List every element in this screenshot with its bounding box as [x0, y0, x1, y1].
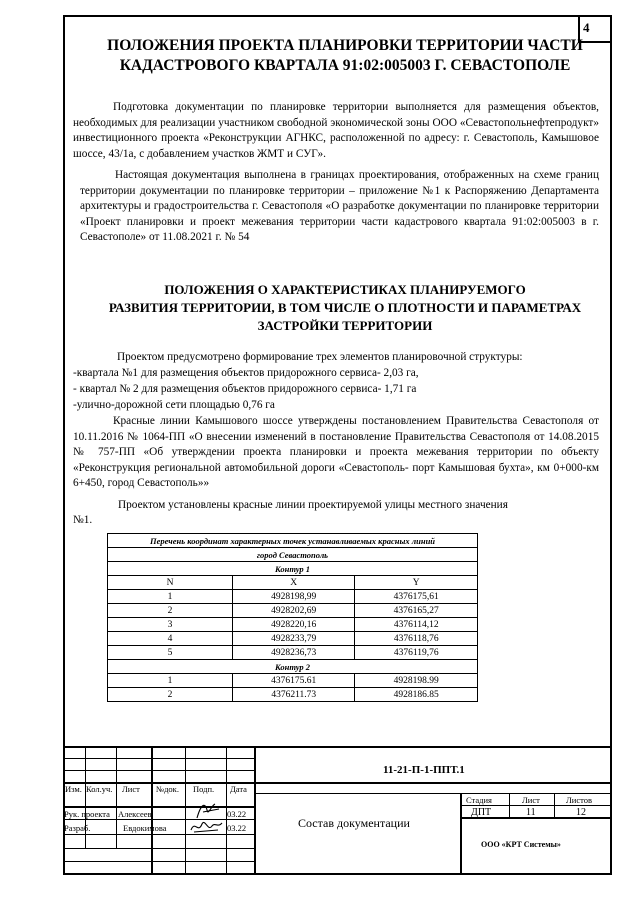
table-contour-1: Контур 1	[108, 562, 478, 576]
section-title-line2: РАЗВИТИЯ ТЕРРИТОРИИ, В ТОМ ЧИСЛЕ О ПЛОТНОСТИ И ПАРАМЕТРАХ	[108, 300, 582, 315]
cell-y: 4376114,12	[355, 618, 478, 632]
cell-n: 2	[108, 604, 233, 618]
title-block	[63, 746, 612, 875]
sheet-number: 4	[578, 15, 612, 43]
cell-y: 4376165,27	[355, 604, 478, 618]
sheets-value: 12	[576, 807, 586, 818]
cell-y: 4928186.85	[355, 688, 478, 702]
sheet-value: 11	[526, 807, 536, 818]
section-title-line3: ЗАСТРОЙКИ ТЕРРИТОРИИ	[257, 318, 433, 333]
cell-x: 4928220,16	[233, 618, 355, 632]
table-row	[108, 674, 478, 688]
document-code: 11-21-П-1-ППТ.1	[383, 764, 465, 776]
local-street-paragraph: Проектом установлены красные линии проектируемой улицы местного значения	[118, 499, 508, 511]
column-header-n: N	[108, 576, 233, 590]
name-developer: Евдокимова	[123, 823, 167, 833]
page-title-line2: КАДАСТРОВОГО КВАРТАЛА 91:02:005003 Г. СЕВАСТОПОЛЕ	[119, 57, 571, 74]
table-row	[108, 590, 478, 604]
date-developer: 03.22	[227, 823, 247, 833]
cell-x: 4376175.61	[233, 674, 355, 688]
header-list: Лист	[122, 784, 140, 794]
intro-paragraph-2: Настоящая документация выполнена в границах проектирования, отображенных на схеме границ территории документации по планировке территории – приложение №1 к Распоряжению Департамента архитектуры и градостроительства г. Севастополя «О разработке документации по планировке территории «Проект планировки и проект межевания территории части кадастрового квартала 91:02:005003 в г. Севастополе» от 11.08.2021 г. № 54	[80, 169, 599, 243]
table-row	[108, 604, 478, 618]
table-caption: Перечень координат характерных точек устанавливаемых красных линий	[108, 534, 478, 548]
column-header-y: Y	[355, 576, 478, 590]
body-lead: Проектом предусмотрено формирование трех элементов планировочной структуры:	[117, 351, 523, 363]
cell-y: 4928198.99	[355, 674, 478, 688]
role-project-lead: Рук. проекта	[64, 809, 110, 819]
header-stage: Стадия	[466, 795, 492, 805]
header-sheets: Листов	[566, 795, 592, 805]
cell-n: 3	[108, 618, 233, 632]
cell-x: 4928233,79	[233, 632, 355, 646]
cell-x: 4928198,99	[233, 590, 355, 604]
header-sheet: Лист	[522, 795, 540, 805]
stage-value: ДПТ	[471, 807, 492, 818]
role-developer: Разраб.	[64, 823, 91, 833]
table-contour-2: Контур 2	[108, 660, 478, 674]
table-row	[108, 646, 478, 660]
cell-x: 4376211.73	[233, 688, 355, 702]
cell-n: 5	[108, 646, 233, 660]
table-city: город Севастополь	[108, 548, 478, 562]
header-podp: Подп.	[193, 784, 215, 794]
header-ndok: №док.	[156, 784, 179, 794]
header-izm: Изм.	[65, 784, 82, 794]
section-title-line1: ПОЛОЖЕНИЯ О ХАРАКТЕРИСТИКАХ ПЛАНИРУЕМОГО	[164, 282, 526, 297]
table-row	[108, 688, 478, 702]
cell-x: 4928202,69	[233, 604, 355, 618]
header-kol-uch: Кол.уч.	[86, 784, 113, 794]
body-item-2: - квартал № 2 для размещения объектов придорожного сервиса- 1,71 га	[73, 383, 417, 395]
cell-y: 4376118,76	[355, 632, 478, 646]
signature-2-icon	[188, 818, 224, 836]
document-title: Состав документации	[298, 816, 410, 830]
cell-n: 1	[108, 590, 233, 604]
name-project-lead: Алексеев	[118, 809, 152, 819]
local-street-number: №1.	[73, 514, 93, 526]
red-lines-paragraph: Красные линии Камышового шоссе утверждены постановлением Правительства Севастополя от 10.11.2016 № 1064-ПП «О внесении изменений в постановление Правительства Севастополя от 14.08.2015 № 757-ПП «Об утверждении проекта планировки и проекта межевания территории по объекту «Реконструкция региональной автомобильной дороги «Севастополь- порт Камышовая бухта», км 0+000-км 6+450, город Севастополь»»	[73, 415, 599, 489]
cell-y: 4376119,76	[355, 646, 478, 660]
body-item-3: -улично-дорожной сети площадью 0,76 га	[73, 399, 275, 411]
column-header-x: X	[233, 576, 355, 590]
table-row	[108, 632, 478, 646]
body-item-1: -квартала №1 для размещения объектов придорожного сервиса- 2,03 га,	[73, 367, 419, 379]
cell-y: 4376175,61	[355, 590, 478, 604]
intro-paragraph-1: Подготовка документации по планировке территории выполняется для размещения объектов, необходимых для реализации участником свободной экономической зоны ООО «Севастопольнефтепродукт» инвестиционного проекта «Реконструкции АГНКС, расположенной по адресу: г. Севастополь, Камышовое шоссе, 43/1а, с добавлением участков ЖМТ и СУГ».	[73, 101, 599, 160]
cell-n: 4	[108, 632, 233, 646]
coordinates-table	[107, 533, 478, 702]
header-data: Дата	[230, 784, 247, 794]
organization-name: ООО «КРТ Системы»	[481, 840, 561, 849]
table-row	[108, 618, 478, 632]
cell-n: 2	[108, 688, 233, 702]
cell-x: 4928236,73	[233, 646, 355, 660]
date-project-lead: 03.22	[227, 809, 247, 819]
cell-n: 1	[108, 674, 233, 688]
page-title-line1: ПОЛОЖЕНИЯ ПРОЕКТА ПЛАНИРОВКИ ТЕРРИТОРИИ ЧАСТИ	[107, 37, 583, 54]
